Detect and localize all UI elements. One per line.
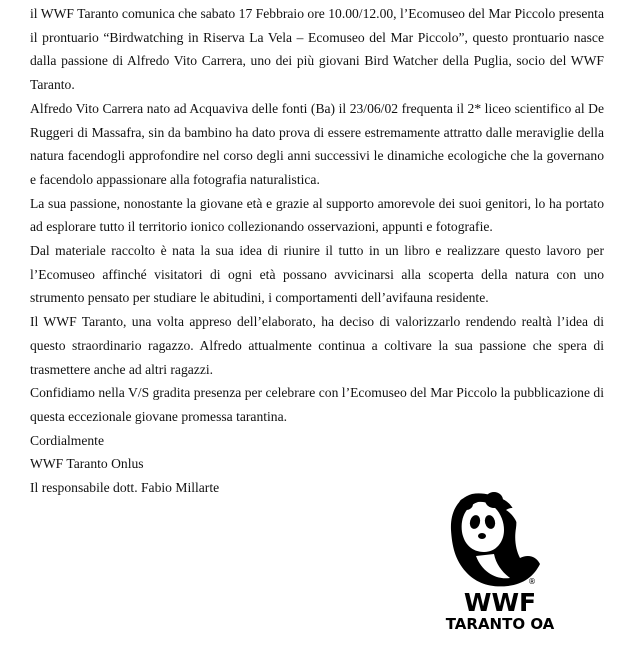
organization-name: WWF Taranto Onlus <box>30 456 144 472</box>
wwf-logo <box>436 480 564 636</box>
paragraph-biography: Alfredo Vito Carrera nato ad Acquaviva delle fonti (Ba) il 23/06/02 frequenta il 2* liceo scientifico al De Ruggeri di Massafra, sin da bambino ha dato prova di essere estremamente attratto dalle meraviglie della natura facendogli approfondire nel corso degli anni successivi le dinamiche ecologiche che la governano e facendolo appassionare alla fotografia naturalistica. <box>30 100 604 187</box>
signature-line: Il responsabile dott. Fabio Millarte <box>30 480 220 496</box>
paragraph-book: Dal materiale raccolto è nata la sua idea di riunire il tutto in un libro e realizzare questo lavoro per l’Ecomuseo affinché visitatori di ogni età possano avvicinarsi alla scoperta della natura con uno strumento pensato per studiare le abitudini, i comportamenti dell’avifauna residente. <box>30 243 604 306</box>
letter-body <box>30 2 604 500</box>
paragraph-passion: La sua passione, nonostante la giovane età e grazie al supporto amorevole dei suoi genitori, lo ha portato ad esplorare tutto il territorio ionico collezionando osservazioni, appunti e fotografie. <box>30 195 604 235</box>
registered-mark: ® <box>528 577 536 586</box>
panda-icon <box>436 480 564 636</box>
paragraph-announcement: il WWF Taranto comunica che sabato 17 Febbraio ore 10.00/12.00, l’Ecomuseo del Mar Piccolo presenta il prontuario “Birdwatching in Riserva La Vela – Ecomuseo del Mar Piccolo”, questo prontuario nasce dalla passione di Alfredo Vito Carrera, uno dei più giovani Bird Watcher della Puglia, socio del WWF Taranto. <box>30 6 604 93</box>
paragraph-invitation: Confidiamo nella V/S gradita presenza per celebrare con l’Ecomuseo del Mar Piccolo la pubblicazione di questa eccezionale giovane promessa tarantina. <box>30 385 604 424</box>
logo-subtitle: TARANTO OA <box>445 615 555 633</box>
paragraph-wwf: Il WWF Taranto, una volta appreso dell’elaborato, ha deciso di valorizzarlo rendendo realtà l’idea di questo straordinario ragazzo. Alfredo attualmente continua a coltivare la sua passione che spera di trasmettere anche ad altri ragazzi. <box>30 314 604 377</box>
logo-brand: WWF <box>463 588 537 617</box>
closing-line: Cordialmente <box>30 432 104 448</box>
